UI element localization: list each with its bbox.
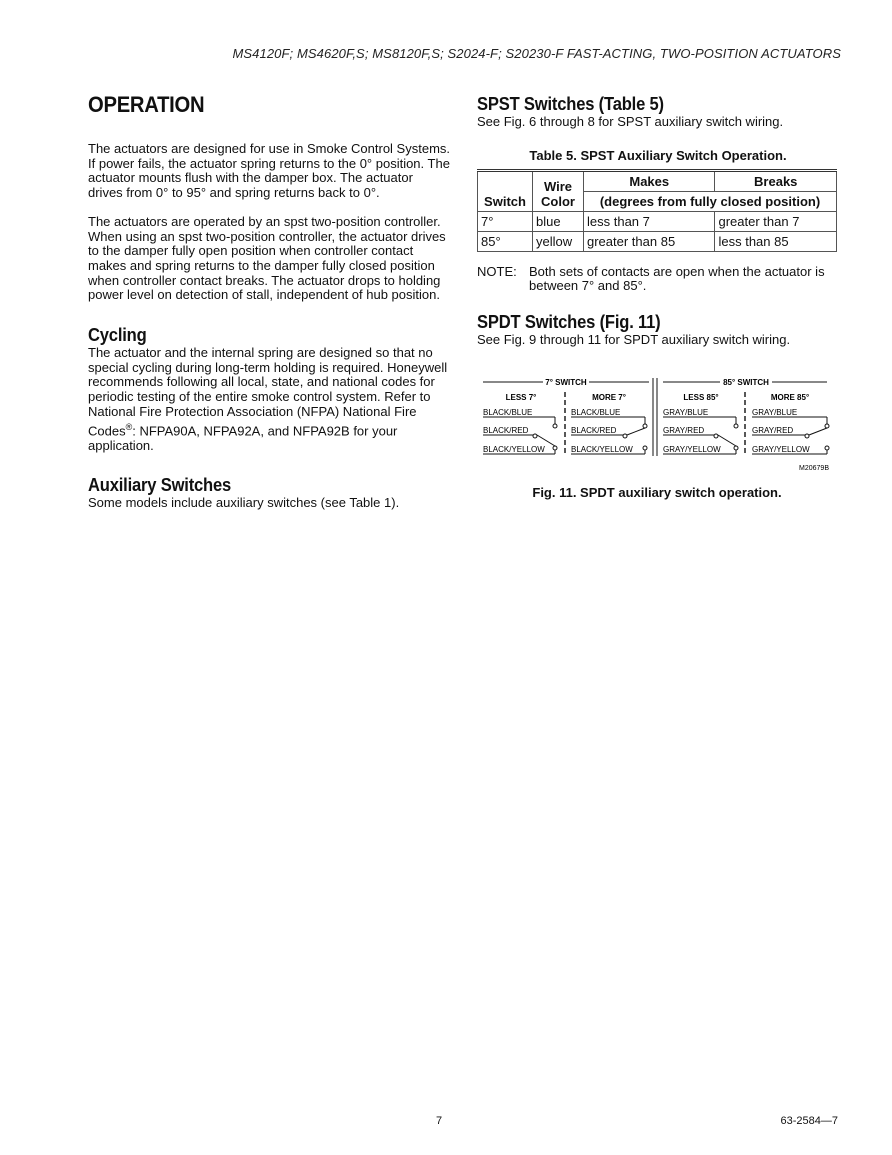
operation-heading: OPERATION [88,92,205,117]
panel-more-85 [752,408,829,454]
figure-caption: Fig. 11. SPDT auxiliary switch operation. [532,484,782,500]
panel-more-7 [571,408,647,454]
spdt-figure [477,374,837,500]
panel-less-85 [663,408,738,454]
wire-label: GRAY/RED [663,425,705,435]
spdt-wiring-diagram [477,374,837,474]
col-header-wire-color: Wire Color [533,170,584,211]
figure-code: M20679B [799,464,829,472]
operation-paragraph-2: The actuators are operated by an spst two-position controller. When using an spst two-position controller, the actuator drives to the damper fully open position when controller contact makes and spring returns to the damper fully closed position when controller contact breaks. The actuator drops to holding power level on detection of stall, independent of hub position. [88,213,446,303]
cell-switch: 85° [478,231,533,251]
wire-label: BLACK/BLUE [571,407,621,417]
cell-makes: greater than 85 [584,231,715,251]
wire-label: BLACK/BLUE [483,407,533,417]
label-more-85: MORE 85° [770,392,810,402]
cell-makes: less than 7 [584,211,715,231]
spst-heading: SPST Switches (Table 5) [477,94,664,114]
wire-label: BLACK/YELLOW [571,444,633,454]
cell-wire: blue [533,211,584,231]
col-header-breaks: Breaks [715,170,837,191]
document-code: 63-2584—7 [780,1115,838,1127]
page-number: 7 [436,1115,443,1127]
label-85-switch: 85° SWITCH [723,377,769,387]
col-header-makes: Makes [584,170,715,191]
label-7-switch: 7° SWITCH [545,377,587,387]
table-note [477,265,839,294]
label-less-7: LESS 7° [505,392,537,402]
table-5-title: Table 5. SPST Auxiliary Switch Operation. [529,147,787,163]
spdt-heading: SPDT Switches (Fig. 11) [477,312,661,333]
table-row [478,231,837,251]
note-text: Both sets of contacts are open when the actuator is between 7° and 85°. [529,263,825,294]
wire-label: GRAY/BLUE [663,407,709,417]
col-header-switch: Switch [478,170,533,211]
running-header: MS4120F; MS4620F,S; MS8120F,S; S2024-F; S20230-F FAST-ACTING, TWO-POSITION ACTUATORS [232,46,841,61]
label-less-85: LESS 85° [683,392,719,402]
wire-label: BLACK/YELLOW [483,444,545,454]
operation-paragraph-1: The actuators are designed for use in Smoke Control Systems. If power fails, the actuator spring returns to the 0° position. The actuator mounts flush with the damper box. The actuator drives from 0° to 95° and spring returns back to 0°. [88,141,451,201]
spdt-paragraph: See Fig. 9 through 11 for SPDT auxiliary switch wiring. [477,332,791,348]
wire-label: BLACK/RED [483,425,529,435]
right-column [477,94,839,500]
col-subheader: (degrees from fully closed position) [584,191,837,211]
auxiliary-heading: Auxiliary Switches [88,475,232,496]
label-more-7: MORE 7° [592,392,626,402]
auxiliary-paragraph: Some models include auxiliary switches (see Table 1). [88,495,400,511]
cell-breaks: less than 85 [715,231,837,251]
left-column [88,92,450,511]
cell-switch: 7° [478,211,533,231]
spst-paragraph: See Fig. 6 through 8 for SPST auxiliary switch wiring. [477,114,784,129]
registered-mark: ® [125,421,133,432]
table-row [478,211,837,231]
wire-label: GRAY/BLUE [752,407,798,417]
panel-less-7 [483,408,557,454]
cycling-text-2: : NFPA90A, NFPA92A, and NFPA92B for your application. [88,422,398,453]
cell-breaks: greater than 7 [715,211,837,231]
wire-label: GRAY/RED [752,425,794,435]
cycling-paragraph [88,346,450,453]
wire-label: GRAY/YELLOW [663,444,721,454]
cycling-heading: Cycling [88,325,147,346]
cycling-text-1: The actuator and the internal spring are designed so that no special cycling during long-term holding is required. Honeywell recommends following all local, state, and national codes for periodic testing of the entire smoke control system. Refer to National Fire Protection Association (NFPA) National Fire Codes [88,345,448,438]
note-label: NOTE: [477,263,517,279]
cell-wire: yellow [533,231,584,251]
wire-label: GRAY/YELLOW [752,444,810,454]
wire-label: BLACK/RED [571,425,617,435]
spst-table [477,169,837,252]
